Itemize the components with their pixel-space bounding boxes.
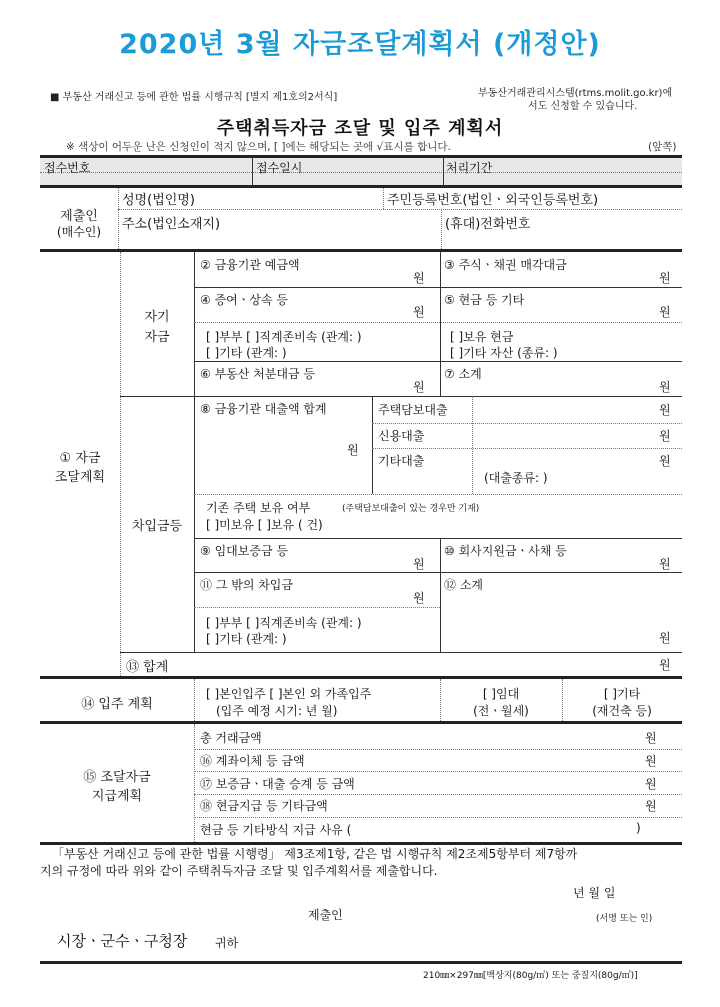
divider [40, 172, 682, 173]
funding-total-label: ⑬ 합계 [126, 660, 169, 675]
divider [40, 721, 682, 724]
submitter-sign-label: 제출인 [308, 908, 343, 922]
address-field[interactable]: 주소(법인소재지) [122, 217, 221, 232]
processing-period-label: 처리기간 [446, 161, 493, 175]
divider [194, 252, 195, 652]
borrowing-label: 차입금등 [131, 519, 183, 534]
reason-close-paren: ) [636, 821, 641, 835]
total-transaction-amount[interactable]: 총 거래금액 [200, 731, 262, 745]
top-rule [40, 155, 682, 158]
divider [440, 252, 441, 396]
relation-checkbox-2[interactable]: [ ]기타 (관계: ) [206, 346, 287, 360]
item-borrow-subtotal[interactable]: ⑫ 소계 [444, 578, 483, 592]
item-bank-deposit[interactable]: ② 금융기관 예금액 [200, 258, 300, 272]
item-lease-deposit[interactable]: ⑨ 임대보증금 등 [200, 544, 288, 558]
sign-note: (서명 또는 인) [596, 914, 653, 924]
won-unit: 원 [659, 631, 671, 645]
won-unit: 원 [645, 754, 657, 768]
divider [372, 448, 682, 449]
paper-spec: 210㎜×297㎜[백상지(80g/㎡) 또는 중질지(80g/㎡)] [423, 971, 638, 981]
divider [40, 185, 682, 188]
payment-plan-label-2: 지급계획 [91, 789, 143, 804]
won-unit: 원 [413, 271, 425, 285]
won-unit: 원 [659, 305, 671, 319]
divider [443, 157, 444, 187]
item-company-support[interactable]: ⑩ 회사지원금ㆍ사채 등 [444, 544, 567, 558]
won-unit: 원 [659, 271, 671, 285]
loan-type-field[interactable]: (대출종류: ) [484, 471, 548, 485]
divider [372, 423, 682, 424]
divider [194, 322, 682, 323]
divider [120, 652, 682, 653]
other-plan-note: (재건축 등) [592, 704, 652, 718]
divider [472, 396, 473, 494]
funding-plan-label-2: 조달계획 [54, 470, 106, 485]
won-unit: 원 [645, 799, 657, 813]
other-asset-checkbox[interactable]: [ ]기타 자산 (종류: ) [450, 346, 558, 360]
divider [118, 209, 682, 210]
divider [383, 188, 384, 209]
won-unit: 원 [659, 380, 671, 394]
won-unit: 원 [413, 305, 425, 319]
divider [194, 794, 682, 795]
divider [372, 396, 373, 494]
mortgage-loan-label: 주택담보대출 [378, 403, 448, 417]
divider [118, 188, 119, 249]
item-bank-loan-total[interactable]: ⑧ 금융기관 대출액 합계 [200, 402, 327, 416]
account-transfer-amount[interactable]: ⑯ 계좌이체 등 금액 [200, 754, 305, 768]
funding-plan-label: ① 자금 [59, 451, 101, 466]
relation-checkbox-4[interactable]: [ ]기타 (관계: ) [206, 632, 287, 646]
divider [194, 771, 682, 772]
housing-owned-checkbox[interactable]: [ ]미보유 [ ]보유 ( 건) [206, 518, 323, 532]
divider [194, 607, 440, 608]
item-gift-inheritance[interactable]: ④ 증여ㆍ상속 등 [200, 293, 288, 307]
won-unit: 원 [413, 591, 425, 605]
won-unit: 원 [659, 658, 671, 672]
won-unit: 원 [659, 429, 671, 443]
buyer-label: (매수인) [56, 225, 102, 239]
payment-plan-label: ⑮ 조달자금 [83, 770, 151, 785]
receipt-date-label: 접수일시 [256, 161, 303, 175]
item-stock-sale[interactable]: ③ 주식ㆍ채권 매각대금 [444, 258, 567, 272]
divider [194, 679, 195, 721]
divider [120, 396, 682, 397]
divider [194, 361, 682, 362]
housing-owned-question: 기존 주택 보유 여부 [206, 501, 311, 515]
page-title: 2020년 3월 자금조달계획서 (개정안) [119, 29, 601, 60]
phone-field[interactable]: (휴대)전화번호 [445, 217, 531, 232]
won-unit: 원 [413, 380, 425, 394]
divider [194, 817, 682, 818]
won-unit: 원 [413, 557, 425, 571]
own-funds-label-2: 자금 [144, 330, 170, 345]
lease-type-label: (전ㆍ월세) [473, 704, 529, 718]
divider [40, 676, 682, 679]
item-cash-etc[interactable]: ⑤ 현금 등 기타 [444, 293, 525, 307]
deposit-loan-assumption-amount[interactable]: ⑰ 보증금ㆍ대출 승계 등 금액 [200, 777, 355, 791]
divider [440, 538, 441, 652]
submitter-label: 제출인 [60, 209, 98, 224]
cash-held-checkbox[interactable]: [ ]보유 현금 [450, 330, 514, 344]
divider [441, 210, 442, 249]
date-line[interactable]: 년 월 일 [573, 886, 616, 900]
resident-id-field[interactable]: 주민등록번호(법인ㆍ외국인등록번호) [387, 193, 599, 208]
divider [194, 749, 682, 750]
item-own-subtotal[interactable]: ⑦ 소계 [444, 367, 482, 381]
lease-checkbox[interactable]: [ ]임대 [482, 687, 520, 701]
other-plan-checkbox[interactable]: [ ]기타 [603, 687, 641, 701]
item-property-sale[interactable]: ⑥ 부동산 처분대금 등 [200, 367, 315, 381]
won-unit: 원 [645, 731, 657, 745]
own-funds-label: 자기 [144, 310, 170, 325]
move-in-self-checkbox[interactable]: [ ]본인입주 [ ]본인 외 가족입주 [206, 687, 372, 701]
relation-checkbox-1[interactable]: [ ]부부 [ ]직계존비속 (관계: ) [206, 330, 362, 344]
move-in-plan-label: ⑭ 입주 계획 [81, 697, 153, 712]
divider [194, 287, 682, 288]
bottom-rule [40, 961, 682, 964]
housing-owned-note: (주택담보대출이 있는 경우만 기재) [342, 504, 480, 514]
divider [252, 157, 253, 187]
item-other-borrowing[interactable]: ⑪ 그 밖의 차입금 [200, 578, 293, 592]
relation-checkbox-3[interactable]: [ ]부부 [ ]직계존비속 (관계: ) [206, 616, 362, 630]
cash-payment-amount[interactable]: ⑱ 현금지급 등 기타금액 [200, 799, 328, 813]
declaration-line-1: 「부동산 거래신고 등에 관한 법률 시행령」 제3조제1항, 같은 법 시행규칙 제2조제5항부터 제7항까 [52, 847, 578, 861]
other-loan-label: 기타대출 [378, 454, 425, 468]
won-unit: 원 [645, 777, 657, 791]
divider [194, 724, 195, 842]
divider [40, 249, 682, 252]
name-field[interactable]: 성명(법인명) [122, 193, 195, 208]
won-unit: 원 [347, 443, 359, 457]
instruction-text: ※ 색상이 어두운 난은 신청인이 적지 않으며, [ ]에는 해당되는 곳에 √표시를 합니다. [66, 141, 451, 153]
cash-payment-reason-field[interactable]: 현금 등 기타방식 지급 사유 ( [200, 823, 352, 837]
legal-basis: ■ 부동산 거래신고 등에 관한 법률 시행규칙 [별지 제1호의2서식] [50, 92, 338, 103]
move-in-date-field[interactable]: (입주 예정 시기: 년 월) [216, 704, 338, 718]
divider [194, 538, 682, 539]
credit-loan-label: 신용대출 [378, 429, 425, 443]
divider [194, 572, 682, 573]
addressee: 시장ㆍ군수ㆍ구청장 [57, 932, 188, 950]
document-title: 주택취득자금 조달 및 입주 계획서 [216, 118, 504, 139]
online-note: 부동산거래관리시스템(rtms.molit.go.kr)에 [478, 88, 673, 99]
divider [194, 494, 682, 495]
page-side-label: (앞쪽) [648, 141, 677, 153]
addressee-suffix: 귀하 [215, 936, 239, 950]
receipt-no-label: 접수번호 [44, 161, 91, 175]
online-note-2: 서도 신청할 수 있습니다. [528, 101, 638, 112]
won-unit: 원 [659, 454, 671, 468]
won-unit: 원 [659, 403, 671, 417]
declaration-line-2: 지의 규정에 따라 위와 같이 주택취득자금 조달 및 입주계획서를 제출합니다. [40, 864, 438, 878]
won-unit: 원 [659, 557, 671, 571]
